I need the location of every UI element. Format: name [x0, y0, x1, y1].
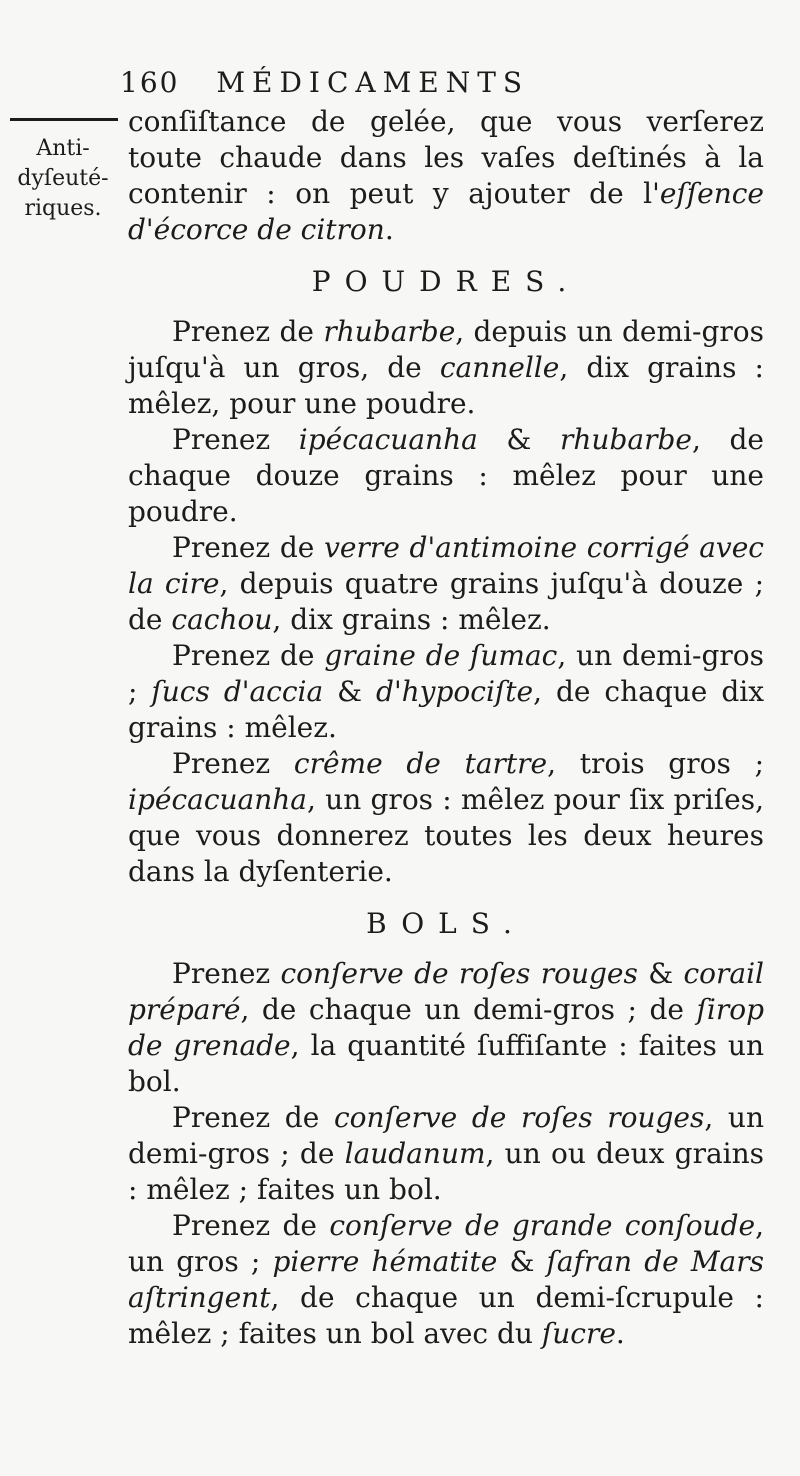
margin-note: Anti-dyſeuté-riques.: [17, 136, 109, 221]
text-run: &: [477, 423, 560, 456]
section-heading: POUDRES.: [311, 265, 581, 298]
continuation-paragraph: [128, 104, 764, 248]
text-run: Prenez de: [172, 1209, 330, 1242]
italic-term: ipécacuanha: [128, 783, 307, 816]
recipe-paragraph: [128, 746, 764, 890]
margin-rule: [10, 118, 118, 121]
italic-term: conſerve de grande conſoude: [329, 1209, 756, 1242]
text-run: , un gros : mêlez pour ſix priſes, que vous donnerez toutes les deux heures dans la dyſenterie.: [128, 783, 764, 888]
text-run: conſiſtance de gelée, que vous verſerez toute chaude dans les vaſes deſtinés à la contenir : on peut y ajouter de l': [128, 105, 764, 210]
italic-term: rhubarbe: [560, 423, 692, 456]
text-run: , de chaque un demi-ſcrupule : mêlez ; faites un bol avec du: [128, 1281, 764, 1350]
recipe-paragraph: [128, 638, 764, 746]
recipe-paragraph: [128, 956, 764, 1100]
italic-term: verre d'antimoine corrigé avec la cire: [128, 531, 764, 600]
italic-term: conſerve de roſes rouges: [333, 1101, 705, 1134]
running-title: MÉDICAMENTS: [216, 66, 530, 99]
sections: [128, 264, 764, 1352]
italic-term: conſerve de roſes rouges: [280, 957, 638, 990]
italic-term: pierre hématite: [272, 1245, 498, 1278]
italic-term: ſafran de Mars aſtringent: [128, 1245, 764, 1314]
recipe-paragraph: [128, 314, 764, 422]
italic-term: eſſence d'écorce de citron: [128, 177, 764, 246]
text-run: , un ou deux grains : mêlez ; faites un bol.: [128, 1137, 765, 1206]
page-header: [120, 66, 529, 99]
text-run: , la quantité ſuffiſante : faites un bol.: [128, 1029, 764, 1098]
text-run: &: [323, 675, 377, 708]
text-run: &: [637, 957, 684, 990]
text-run: , de chaque un demi-gros ; de: [240, 993, 697, 1026]
italic-term: cannelle: [439, 351, 560, 384]
page-number: 160: [120, 66, 180, 99]
text-run: &: [497, 1245, 547, 1278]
italic-term: corail préparé: [128, 957, 764, 1026]
text-run: Prenez: [172, 747, 294, 780]
text-run: Prenez de: [172, 639, 325, 672]
text-run: , un demi-gros ; de: [128, 1101, 764, 1170]
text-run: , trois gros ;: [547, 747, 765, 780]
text-run: Prenez de: [172, 531, 325, 564]
italic-term: cachou: [171, 603, 273, 636]
text-run: , de chaque douze grains : mêlez pour une poudre.: [128, 423, 764, 528]
body-text: [128, 104, 764, 1352]
text-run: , depuis quatre grains juſqu'à douze ; de: [128, 567, 765, 636]
text-run: Prenez de: [172, 1101, 334, 1134]
text-run: , un demi-gros ;: [128, 639, 764, 708]
italic-term: laudanum: [344, 1137, 486, 1170]
italic-term: graine de ſumac: [324, 639, 558, 672]
text-run: Prenez: [172, 423, 299, 456]
text-run: , depuis un demi-gros juſqu'à un gros, de: [128, 315, 764, 384]
italic-term: ipécacuanha: [298, 423, 478, 456]
text-run: Prenez: [172, 957, 281, 990]
text-run: .: [615, 1317, 625, 1350]
section-heading: BOLS.: [366, 907, 526, 940]
italic-term: ſirop de grenade: [128, 993, 764, 1062]
text-run: , de chaque dix grains : mêlez.: [128, 675, 764, 744]
recipe-paragraph: [128, 1208, 764, 1352]
text-run: , dix grains : mêlez.: [272, 603, 551, 636]
text-run: .: [384, 213, 394, 246]
recipe-paragraph: [128, 1100, 764, 1208]
text-run: Prenez de: [172, 315, 324, 348]
text-run: , un gros ;: [128, 1209, 764, 1278]
italic-term: rhubarbe: [323, 315, 456, 348]
recipe-paragraph: [128, 530, 764, 638]
text-run: , dix grains : mêlez, pour une poudre.: [128, 351, 764, 420]
italic-term: ſucs d'accia: [151, 675, 324, 708]
italic-term: crême de tartre: [293, 747, 548, 780]
recipe-paragraph: [128, 422, 764, 530]
italic-term: d'hypociſte: [376, 675, 534, 708]
italic-term: ſucre: [541, 1317, 616, 1350]
